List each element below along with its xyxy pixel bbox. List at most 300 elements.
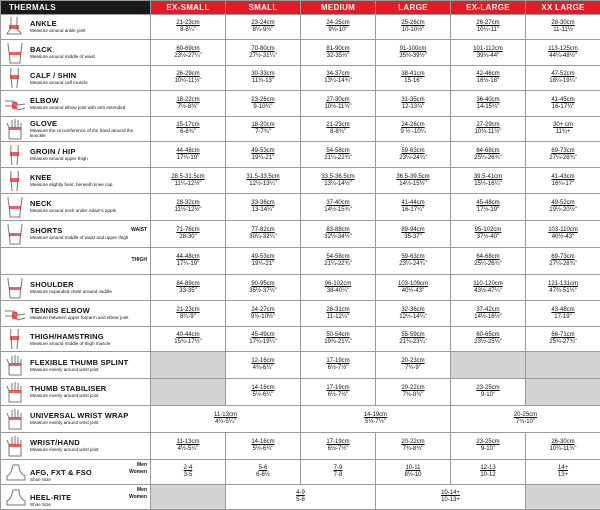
measure-inch: 10¾-11½" [474, 129, 502, 136]
measure-inch: 3-5 [183, 471, 193, 478]
size-cell-empty [151, 484, 226, 509]
size-cell [376, 352, 451, 379]
measure-cm: 36.5-39.5cm [396, 173, 430, 180]
measure-inch: 35¾-39½" [399, 52, 427, 59]
measure-cm: 27-29cm [476, 122, 500, 129]
row-tag: THIGH [131, 257, 147, 264]
measure-inch: 10-12 [480, 471, 496, 478]
size-cell [526, 40, 600, 66]
measure-inch: 30¼-32¼" [249, 233, 277, 240]
row-description: Measure evenly around wrist joint [30, 393, 99, 399]
measure-inch: 8¼-9½" [252, 27, 274, 33]
measure-cm: 14-16cm [251, 438, 275, 445]
thigh-icon [3, 328, 27, 350]
size-cell [376, 66, 451, 91]
measure-inch: 9-10¼" [253, 103, 273, 110]
size-cell [226, 379, 301, 405]
measure-inch: 25¼-26¾" [474, 260, 502, 267]
measure-cm: 49-53cm [251, 253, 275, 260]
size-cell [451, 352, 526, 379]
size-cell [226, 352, 301, 379]
size-cell [376, 432, 451, 459]
measure-cm: 20-22cm [401, 384, 425, 391]
size-cell [151, 301, 226, 327]
size-cell [526, 247, 600, 274]
measure-inch: 10-13+ [441, 496, 460, 503]
knee-icon [3, 170, 27, 192]
measure-inch: 7-8 [333, 471, 343, 478]
measure-inch: 7¾-9" [405, 365, 421, 372]
measure-cm: 20-23cm [401, 358, 425, 365]
row-description: Measure around upper thigh [30, 156, 88, 162]
measure-cm: 17-19cm [326, 438, 350, 445]
size-cell [376, 15, 451, 40]
measure-inch: 40½-43" [551, 233, 575, 240]
size-cell [451, 168, 526, 194]
size-cell [226, 66, 301, 91]
measure-inch: 13-14¼" [251, 207, 275, 214]
measure-inch: 19¼-21" [251, 260, 275, 267]
measure-inch: 9-10" [480, 391, 496, 398]
measure-cm: 103-109cm [397, 280, 429, 287]
measure-cm: 90-95cm [251, 280, 275, 287]
measure-cm: 47-52cm [551, 71, 575, 78]
header-size: LARGE [376, 1, 451, 15]
measure-cm: 38-41cm [401, 71, 425, 78]
size-cell [151, 220, 226, 247]
row-name: NECK [30, 199, 53, 209]
measure-cm: 42-46cm [476, 71, 500, 78]
tennis-elbow-icon [3, 303, 27, 325]
size-cell [301, 168, 376, 194]
measure-cm: 27-30cm [326, 96, 350, 103]
measure-inch: 13+ [557, 471, 569, 478]
size-row [1, 432, 600, 459]
size-cell [151, 274, 226, 300]
measure-cm: 30+ cm [553, 122, 573, 129]
size-cell [226, 117, 301, 142]
size-cell [376, 327, 451, 352]
measure-cm: 28-30cm [551, 20, 575, 26]
row-description: Measure around middle of waist and upper thigh [30, 235, 129, 241]
measure-cm: 26-30cm [551, 438, 575, 445]
size-cell [301, 405, 451, 432]
measure-inch: 18¼-19¼" [549, 78, 577, 85]
glove-icon [3, 118, 27, 140]
header-size: EX-LARGE [451, 1, 526, 15]
measure-cm: 10-11 [405, 464, 421, 471]
row-label [1, 484, 151, 509]
measure-cm: 18-20cm [251, 122, 275, 129]
size-row [1, 379, 600, 405]
thumb-splint-icon [3, 354, 27, 376]
measure-inch: 23½-27¼" [174, 52, 202, 59]
header-row [1, 1, 600, 15]
size-cell [226, 432, 301, 459]
size-cell [451, 405, 600, 432]
measure-inch: 10½-11¾" [324, 103, 352, 110]
measure-cm: 25-26cm [401, 20, 425, 26]
measure-cm: 43-48cm [551, 306, 575, 313]
row-label [1, 301, 151, 327]
measure-inch: 16-17¼" [401, 207, 425, 214]
measure-inch: 6½-7½" [327, 391, 349, 398]
measure-inch: 4½-5¼" [177, 445, 199, 452]
measure-cm: 17-19cm [326, 358, 350, 365]
measure-cm: 96-102cm [324, 280, 352, 287]
size-cell [376, 91, 451, 117]
measure-inch: 38-40¼" [326, 287, 350, 294]
size-cell [301, 459, 376, 484]
size-chart-body [1, 15, 600, 510]
row-tag: WAIST [131, 227, 147, 234]
measure-cm: 59-63cm [401, 147, 425, 154]
measure-inch: 44¼-48½" [549, 52, 577, 59]
measure-cm: 45-48cm [476, 200, 500, 207]
measure-inch: 27½-31¼" [249, 52, 277, 59]
measure-cm: 41-45cm [551, 96, 575, 103]
measure-cm: 77-82cm [251, 226, 275, 233]
size-cell [226, 274, 301, 300]
size-cell [151, 117, 226, 142]
heel-icon [3, 486, 27, 508]
size-cell [451, 432, 526, 459]
size-cell [376, 274, 451, 300]
size-cell [526, 15, 600, 40]
row-name: GLOVE [30, 119, 58, 129]
size-cell [376, 117, 451, 142]
measure-cm: 91-100cm [399, 45, 427, 52]
row-name: HEEL-RITE [30, 492, 72, 502]
measure-inch: 9½-10" [328, 27, 348, 33]
row-description: Measure between upper forearm and elbow joint [30, 315, 129, 321]
measure-inch: 11-12¼" [326, 313, 350, 320]
size-cell [301, 66, 376, 91]
measure-cm: 89-94cm [401, 226, 425, 233]
size-cell [526, 432, 600, 459]
row-label [1, 168, 151, 194]
size-cell [226, 301, 301, 327]
size-cell [301, 327, 376, 352]
size-cell [526, 194, 600, 220]
measure-inch: 6-6½ [256, 471, 270, 478]
row-label [1, 91, 151, 117]
size-cell [151, 168, 226, 194]
measure-cm: 26-29cm [176, 71, 200, 78]
row-description: Measure around calf muscle [30, 79, 88, 85]
row-description: Measure around elbow joint with arm extended [30, 105, 126, 111]
row-label [1, 142, 151, 168]
size-cell [451, 327, 526, 352]
size-cell [226, 15, 301, 40]
row-tag: Men [137, 486, 147, 493]
size-cell [451, 220, 526, 247]
measure-inch: 14½-15¾" [324, 207, 352, 214]
size-cell [526, 327, 600, 352]
measure-inch: 35½-37½" [249, 287, 277, 294]
size-cell [226, 168, 301, 194]
header-size: SMALL [226, 1, 301, 15]
measure-cm: 21-23cm [326, 122, 350, 129]
measure-inch: 19¼-21" [251, 154, 275, 161]
measure-inch: 15½-16¼" [474, 180, 502, 187]
measure-inch: 5½-6¼" [252, 445, 274, 452]
size-cell [151, 432, 226, 459]
measure-cm: 45-49cm [251, 332, 275, 339]
groin-hip-icon [3, 144, 27, 166]
measure-cm: 37-40cm [326, 200, 350, 207]
row-description: Measure evenly around wrist joint [30, 366, 99, 372]
size-cell [376, 194, 451, 220]
size-cell [226, 40, 301, 66]
size-row [1, 142, 600, 168]
size-cell [151, 15, 226, 40]
measure-cm: 32-36cm [401, 306, 425, 313]
measure-cm: 37-42cm [476, 306, 500, 313]
measure-cm: 24-27cm [251, 306, 275, 313]
size-cell [226, 247, 301, 274]
size-cell [301, 352, 376, 379]
measure-cm: 24-25cm [326, 20, 350, 26]
row-name: SHORTS [30, 226, 63, 236]
measure-cm: 59-63cm [401, 253, 425, 260]
measure-inch: 23¼-24¾" [399, 154, 427, 161]
measure-inch: 5-8 [296, 496, 305, 503]
size-cell [226, 484, 376, 509]
row-label [1, 117, 151, 142]
row-label [1, 432, 151, 459]
size-row [1, 40, 600, 66]
wrist-hand-icon [3, 435, 27, 457]
measure-cm: 121-131cm [547, 280, 579, 287]
measure-inch: 13¼-14¾" [324, 78, 352, 85]
measure-inch: 17-19" [554, 313, 572, 320]
row-description: Shoe Size [30, 501, 51, 507]
size-cell [451, 379, 526, 405]
measure-inch: 37½-40" [476, 233, 500, 240]
elbow-icon [3, 93, 27, 115]
row-label [1, 327, 151, 352]
size-cell [526, 117, 600, 142]
measure-inch: 8¼-9" [180, 313, 196, 320]
measure-cm: 54-58cm [326, 147, 350, 154]
measure-cm: 44-48cm [176, 147, 200, 154]
measure-inch: 9½-10½" [250, 313, 276, 320]
measure-inch: 14½-16½" [474, 313, 502, 320]
size-cell [526, 459, 600, 484]
measure-inch: 11½-12½" [174, 207, 202, 214]
row-description: Measure expanded chest around middle [30, 288, 112, 294]
size-cell [451, 247, 526, 274]
measure-cm: 5-6 [258, 464, 268, 471]
measure-cm: 69-73cm [551, 147, 575, 154]
measure-cm: 66-71cm [551, 332, 575, 339]
size-cell [301, 15, 376, 40]
row-name: ELBOW [30, 96, 59, 106]
row-name: THUMB STABILISER [30, 384, 107, 394]
size-cell [226, 327, 301, 352]
measure-inch: 17¼-19" [176, 260, 200, 267]
size-cell [226, 459, 301, 484]
row-label [1, 274, 151, 300]
measure-cm: 49-53cm [251, 147, 275, 154]
measure-cm: 18-22cm [176, 96, 200, 103]
measure-cm: 28.5-31.5cm [171, 173, 205, 180]
row-description: Measure around ankle joint [30, 28, 86, 34]
measure-inch: 14-15¾" [476, 103, 500, 110]
measure-cm: 28-31cm [326, 306, 350, 313]
row-tag: Men [137, 461, 147, 468]
measure-cm: 20-22cm [401, 438, 425, 445]
size-cell [151, 327, 226, 352]
header-size: MEDIUM [301, 1, 376, 15]
measure-cm: 54-58cm [326, 253, 350, 260]
size-cell [451, 194, 526, 220]
measure-inch: 15-16" [404, 78, 422, 85]
size-cell [451, 301, 526, 327]
measure-inch: 17¼-19" [176, 154, 200, 161]
measure-cm: 23-25cm [476, 438, 500, 445]
measure-inch: 32-35½" [326, 52, 350, 59]
size-cell [451, 117, 526, 142]
measure-cm: 41-43cm [551, 173, 575, 180]
measure-cm: 21-23cm [176, 306, 200, 313]
row-description: Measure around neck under Adam's apple [30, 208, 117, 214]
row-description: Shoe Size [30, 476, 51, 482]
measure-inch: 11¾+ [555, 129, 571, 136]
size-row [1, 194, 600, 220]
size-cell [451, 142, 526, 168]
size-cell [451, 459, 526, 484]
size-cell [376, 142, 451, 168]
measure-inch: 7¾-8¾" [402, 391, 424, 398]
measure-inch: 27¼-28¾" [549, 154, 577, 161]
measure-inch: 12½-13¼" [249, 180, 277, 187]
measure-inch: 28-30" [179, 233, 197, 240]
size-cell [451, 91, 526, 117]
size-cell [526, 142, 600, 168]
row-name: UNIVERSAL WRIST WRAP [30, 410, 129, 420]
size-cell [151, 459, 226, 484]
measure-inch: 10-10½" [401, 27, 425, 33]
row-tag: Women [129, 468, 147, 475]
measure-cm: 60-69cm [176, 45, 200, 52]
size-cell [451, 274, 526, 300]
measure-cm: 7-9 [333, 464, 343, 471]
measure-cm: 23-26cm [251, 96, 275, 103]
measure-inch: 21¼-22¾" [324, 260, 352, 267]
size-cell [301, 220, 376, 247]
measure-inch: 11-11½ [553, 27, 573, 33]
size-cell [376, 379, 451, 405]
row-name: GROIN / HIP [30, 147, 76, 157]
measure-inch: 27¼-28¾" [549, 260, 577, 267]
measure-cm: 64-68cm [476, 253, 500, 260]
ankle-icon [3, 16, 27, 38]
size-row [1, 220, 600, 247]
size-cell [151, 91, 226, 117]
size-cell [376, 484, 526, 509]
size-row [1, 168, 600, 194]
size-cell-empty [526, 484, 600, 509]
measure-cm: 14-16cm [251, 384, 275, 391]
size-row [1, 274, 600, 300]
measure-cm: 28-32cm [176, 200, 200, 207]
row-label [1, 66, 151, 91]
measure-inch: 11¾-13" [251, 78, 275, 85]
measure-inch: 5½-6¼" [252, 391, 274, 398]
measure-inch: 16-17¾" [551, 103, 575, 110]
measure-cm: 2-4 [183, 464, 193, 471]
measure-cm: 14-19cm [363, 411, 388, 418]
size-cell [526, 66, 600, 91]
size-cell [151, 352, 226, 379]
size-cell [376, 459, 451, 484]
row-name: AFG, FXT & FSO [30, 467, 92, 477]
measure-cm: 40-44cm [176, 332, 200, 339]
measure-inch: 32½-34½" [324, 233, 352, 240]
row-label [1, 379, 151, 405]
row-name: ANKLE [30, 19, 57, 29]
measure-inch: 6-6¾" [180, 129, 196, 136]
measure-inch: 6½-7½" [327, 365, 349, 372]
size-cell [451, 40, 526, 66]
size-cell [301, 142, 376, 168]
size-cell [226, 220, 301, 247]
measure-inch: 4½-5¼" [215, 418, 236, 425]
row-description: Measure around middle of waist [30, 53, 96, 59]
measure-inch: 8-8¼" [180, 27, 196, 33]
size-row [1, 301, 600, 327]
measure-inch: 35-37" [404, 233, 422, 240]
size-cell [226, 91, 301, 117]
row-label [1, 40, 151, 66]
size-cell [226, 142, 301, 168]
row-label [1, 247, 151, 274]
size-row [1, 484, 600, 509]
size-row [1, 352, 600, 379]
size-cell [526, 301, 600, 327]
measure-cm: 84-89cm [176, 280, 200, 287]
size-cell [301, 432, 376, 459]
neck-icon [3, 196, 27, 218]
size-cell [151, 247, 226, 274]
size-row [1, 66, 600, 91]
row-name: WRIST/HAND [30, 438, 80, 448]
measure-inch: 47¾-51½" [549, 287, 577, 294]
measure-cm: 33-36cm [251, 200, 275, 207]
calf-icon [3, 67, 27, 89]
size-cell [151, 142, 226, 168]
measure-cm: 101-112cm [473, 45, 503, 52]
size-row [1, 117, 600, 142]
size-row [1, 327, 600, 352]
measure-inch: 23¼-24¾" [399, 260, 427, 267]
measure-inch: 15¾-17½" [174, 339, 202, 346]
measure-inch: 43½-47¼" [474, 287, 502, 294]
measure-inch: 7¾-8¾" [402, 445, 424, 452]
header-size: EX-SMALL [151, 1, 226, 15]
row-name: TENNIS ELBOW [30, 306, 90, 316]
measure-inch: 9-10" [480, 445, 496, 452]
measure-cm: 12-13 [480, 464, 496, 471]
measure-cm: 24-26cm [401, 122, 425, 129]
row-label [1, 220, 151, 247]
measure-cm: 60-65cm [476, 332, 500, 339]
measure-inch: 7¾-10" [515, 418, 536, 425]
size-cell [376, 301, 451, 327]
size-row [1, 459, 600, 484]
